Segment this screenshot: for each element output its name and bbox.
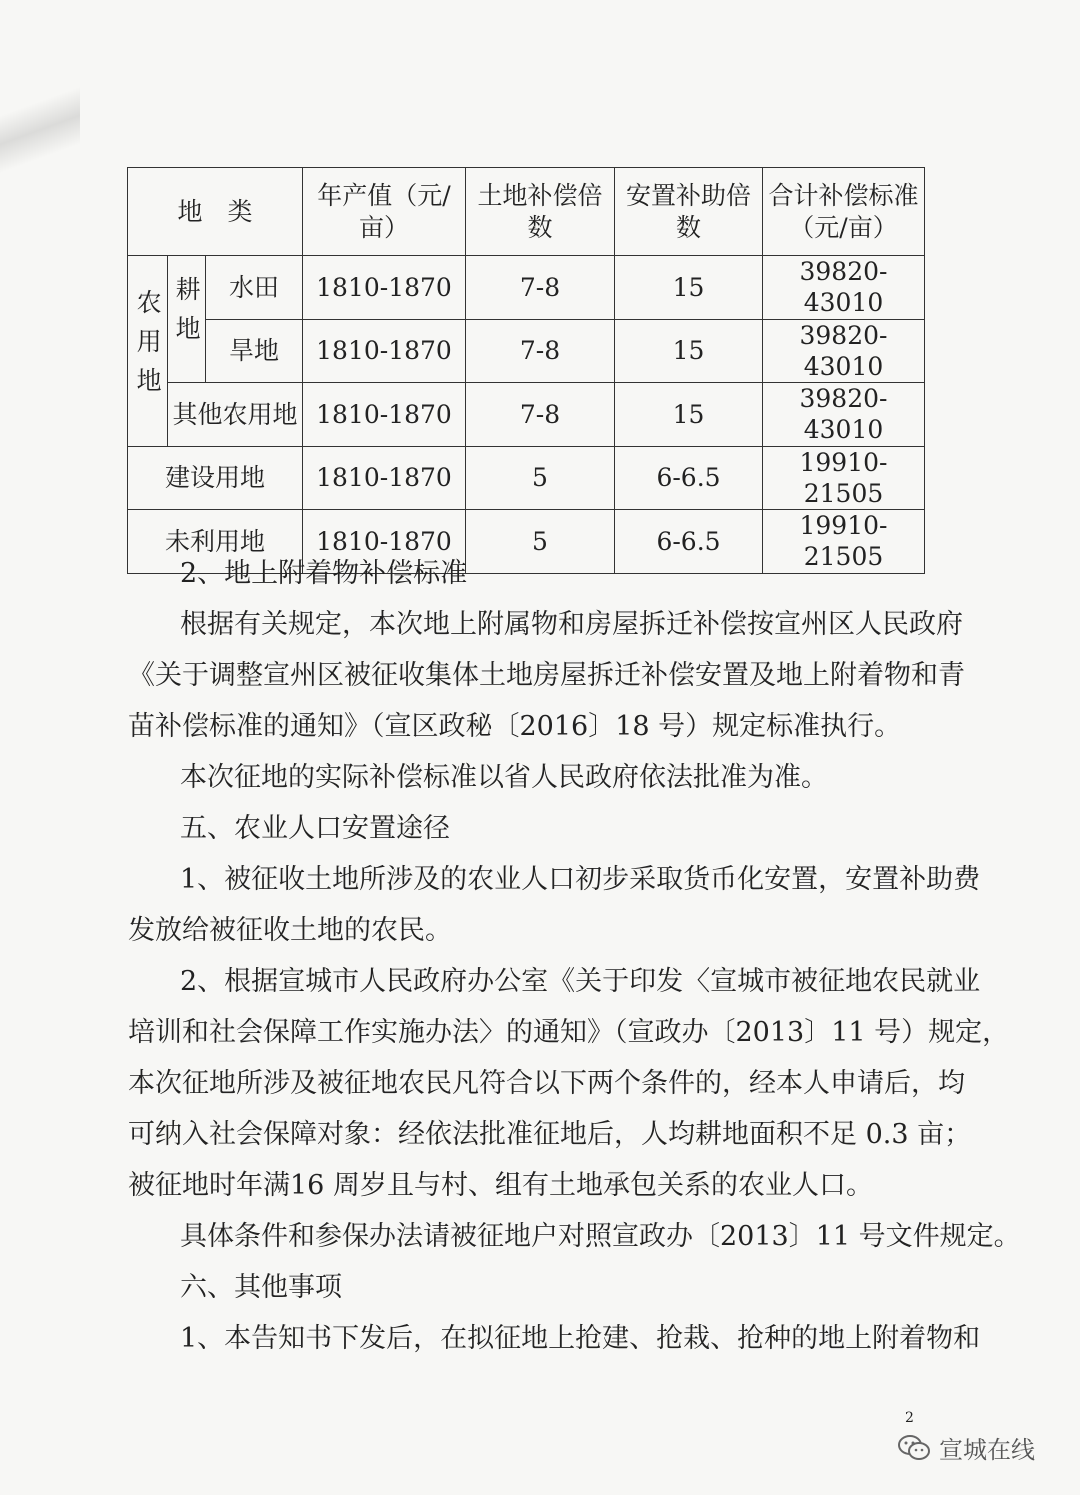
row-type: 水田 [206, 256, 303, 320]
header-category: 地 类 [128, 168, 303, 256]
watermark [897, 1430, 1035, 1465]
heading-attachments: 2、地上附着物补偿标准 [180, 558, 468, 589]
row-resettle-multiple: 6-6.5 [615, 446, 763, 510]
row-land-multiple: 5 [466, 510, 615, 574]
page-number: 2 [905, 1410, 914, 1426]
table-header-row [128, 168, 925, 256]
paragraph-line: 被征地时年满16 周岁且与村、组有土地承包关系的农业人口。 [128, 1170, 873, 1201]
row-land-multiple: 7-8 [466, 256, 615, 320]
row-land-multiple: 5 [466, 446, 615, 510]
row-annual-output: 1810-1870 [303, 256, 466, 320]
row-land-multiple: 7-8 [466, 319, 615, 383]
paragraph-line: 具体条件和参保办法请被征地户对照宣政办〔2013〕11 号文件规定。 [180, 1221, 1021, 1252]
paragraph-line: 《关于调整宣州区被征收集体土地房屋拆迁补偿安置及地上附着物和青 [128, 660, 965, 691]
row-resettle-multiple: 15 [615, 319, 763, 383]
table-row [128, 256, 925, 320]
group-cultivated-label: 耕地 [172, 276, 202, 355]
paragraph-line: 根据有关规定，本次地上附属物和房屋拆迁补偿按宣州区人民政府 [180, 609, 963, 640]
row-resettle-multiple: 15 [615, 383, 763, 447]
table-row [128, 446, 925, 510]
paragraph-line: 1、被征收土地所涉及的农业人口初步采取货币化安置，安置补助费 [180, 864, 981, 895]
row-total: 39820-43010 [763, 383, 925, 447]
wechat-icon [897, 1434, 931, 1462]
compensation-table [127, 167, 925, 574]
row-total: 19910-21505 [763, 446, 925, 510]
header-annual-output: 年产值（元/亩） [303, 168, 466, 256]
paragraph-line: 2、根据宣城市人民政府办公室《关于印发〈宣城市被征地农民就业 [180, 966, 981, 997]
group-agri-land [128, 256, 168, 447]
row-type: 建设用地 [128, 446, 303, 510]
row-resettle-multiple: 6-6.5 [615, 510, 763, 574]
row-annual-output: 1810-1870 [303, 319, 466, 383]
row-total: 39820-43010 [763, 256, 925, 320]
scan-artifact [0, 0, 80, 260]
group-cultivated-land [168, 256, 206, 383]
paragraph-line: 可纳入社会保障对象：经依法批准征地后，人均耕地面积不足 0.3 亩； [128, 1119, 972, 1150]
row-type: 其他农用地 [168, 383, 303, 447]
table-row [128, 383, 925, 447]
header-total-standard: 合计补偿标准（元/亩） [763, 168, 925, 256]
row-resettle-multiple: 15 [615, 256, 763, 320]
section-heading-6: 六、其他事项 [180, 1272, 342, 1303]
section-heading-5: 五、农业人口安置途径 [180, 813, 450, 844]
header-land-multiple: 土地补偿倍数 [466, 168, 615, 256]
row-annual-output: 1810-1870 [303, 446, 466, 510]
row-land-multiple: 7-8 [466, 383, 615, 447]
paragraph-line: 本次征地所涉及被征地农民凡符合以下两个条件的，经本人申请后，均 [128, 1068, 965, 1099]
paragraph-line: 苗补偿标准的通知》（宣区政秘〔2016〕18 号）规定标准执行。 [128, 711, 902, 742]
paragraph-line: 发放给被征收土地的农民。 [128, 915, 452, 946]
row-annual-output: 1810-1870 [303, 510, 466, 574]
row-total: 39820-43010 [763, 319, 925, 383]
watermark-text: 宣城在线 [939, 1436, 1035, 1464]
header-resettle-multiple: 安置补助倍数 [615, 168, 763, 256]
row-type: 未利用地 [128, 510, 303, 574]
table-row [128, 319, 925, 383]
paragraph-line: 本次征地的实际补偿标准以省人民政府依法批准为准。 [180, 762, 828, 793]
row-annual-output: 1810-1870 [303, 383, 466, 447]
row-total: 19910-21505 [763, 510, 925, 574]
group-agri-label: 农用地 [133, 288, 163, 406]
paragraph-line: 培训和社会保障工作实施办法〉的通知》（宣政办〔2013〕11 号）规定， [128, 1017, 1010, 1048]
row-type: 旱地 [206, 319, 303, 383]
paragraph-line: 1、本告知书下发后，在拟征地上抢建、抢栽、抢种的地上附着物和 [180, 1323, 981, 1354]
